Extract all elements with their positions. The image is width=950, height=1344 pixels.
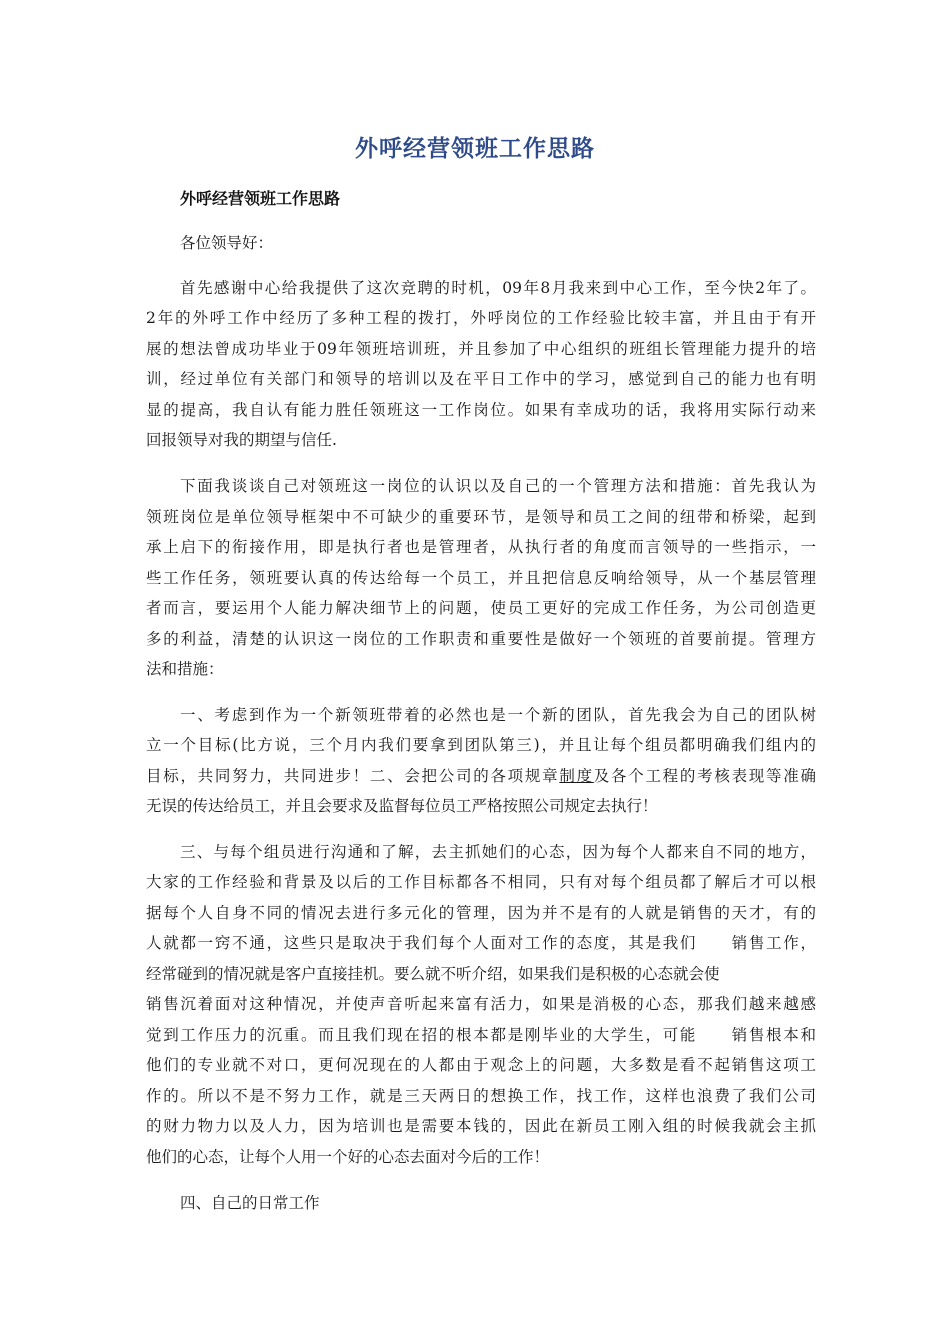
paragraph-1-line: 训，经过单位有关部门和领导的培训以及在平日工作中的学习，感觉到自己的能力也有明: [146, 370, 816, 388]
paragraph-4-line: 据每个人自身不同的情况去进行多元化的管理，因为并不是有的人就是销售的天才，有的: [146, 904, 816, 922]
paragraph-2-line: 多的利益，清楚的认识这一岗位的工作职责和重要性是做好一个领班的首要前提。管理方: [146, 630, 816, 648]
paragraph-4-line: 经常碰到的情况就是客户直接挂机。要么就不听介绍，如果我们是积极的心态就会使: [146, 965, 720, 983]
document-subtitle: 外呼经营领班工作思路: [180, 189, 341, 208]
paragraph-4-line: 三、与每个组员进行沟通和了解，去主抓她们的心态，因为每个人都来自不同的地方，: [180, 843, 816, 861]
paragraph-3-text: 及各个工程的考核表现等准确: [593, 767, 816, 785]
paragraph-4-line: 销售沉着面对这种情况，并使声音听起来富有活力，如果是消极的心态，那我们越来越感: [146, 995, 816, 1013]
paragraph-2-line: 些工作任务，领班要认真的传达给每一个员工，并且把信息反响给领导，从一个基层管理: [146, 569, 816, 587]
paragraph-4-line: 作的。所以不是不努力工作，就是三天两日的想换工作，找工作，这样也浪费了我们公司: [146, 1087, 816, 1105]
regulations-link[interactable]: 制度: [559, 767, 594, 785]
section-4-heading: 四、自己的日常工作: [180, 1194, 320, 1212]
paragraph-4-line: 觉到工作压力的沉重。而且我们现在招的根本都是刚毕业的大学生，可能 销售根本和: [146, 1026, 816, 1044]
paragraph-3-line: 一、考虑到作为一个新领班带着的必然也是一个新的团队，首先我会为自己的团队树: [180, 706, 816, 724]
paragraph-4-line: 他们的心态，让每个人用一个好的心态去面对今后的工作！: [146, 1148, 550, 1166]
paragraph-4-line: 他们的专业就不对口，更何况现在的人都由于观念上的问题，大多数是看不起销售这项工: [146, 1056, 816, 1074]
paragraph-3-text: 目标，共同努力，共同进步！二、会把公司的各项规章: [146, 767, 560, 785]
paragraph-1-line: 首先感谢中心给我提供了这次竞聘的时机，09年8月我来到中心工作，至今快2年了。: [180, 279, 816, 297]
paragraph-1-line: 回报领导对我的期望与信任.: [146, 431, 337, 449]
paragraph-4-line: 人就都一窍不通，这些只是取决于我们每个人面对工作的态度，其是我们 销售工作，: [146, 934, 816, 952]
paragraph-3-line: 无误的传达给员工，并且会要求及监督每位员工严格按照公司规定去执行！: [146, 797, 658, 815]
paragraph-1-line: 显的提高，我自认有能力胜任领班这一工作岗位。如果有幸成功的话，我将用实际行动来: [146, 401, 816, 419]
paragraph-2-line: 法和措施：: [146, 660, 224, 678]
paragraph-2-line: 承上启下的衔接作用，即是执行者也是管理者，从执行者的角度而言领导的一些指示，一: [146, 538, 816, 556]
paragraph-3-line: [146, 764, 816, 788]
paragraph-2-line: 领班岗位是单位领导框架中不可缺少的重要环节，是领导和员工之间的纽带和桥梁，起到: [146, 508, 816, 526]
paragraph-2-line: 下面我谈谈自己对领班这一岗位的认识以及自己的一个管理方法和措施：首先我认为: [180, 477, 816, 495]
paragraph-1-line: 展的想法曾成功毕业于09年领班培训班，并且参加了中心组织的班组长管理能力提升的培: [146, 340, 816, 358]
paragraph-4-line: 的财力物力以及人力，因为培训也是需要本钱的，因此在新员工刚入组的时候我就会主抓: [146, 1117, 816, 1135]
paragraph-1-line: 2年的外呼工作中经历了多种工程的拨打，外呼岗位的工作经验比较丰富，并且由于有开: [146, 309, 816, 327]
paragraph-4-line: 大家的工作经验和背景及以后的工作目标都各不相同，只有对每个组员都了解后才可以根: [146, 873, 816, 891]
paragraph-3-line: 立一个目标(比方说，三个月内我们要拿到团队第三)，并且让每个组员都明确我们组内的: [146, 736, 816, 754]
document-title: 外呼经营领班工作思路: [355, 136, 595, 162]
paragraph-2-line: 者而言，要运用个人能力解决细节上的问题，使员工更好的完成工作任务，为公司创造更: [146, 599, 816, 617]
greeting: 各位领导好：: [180, 234, 274, 252]
